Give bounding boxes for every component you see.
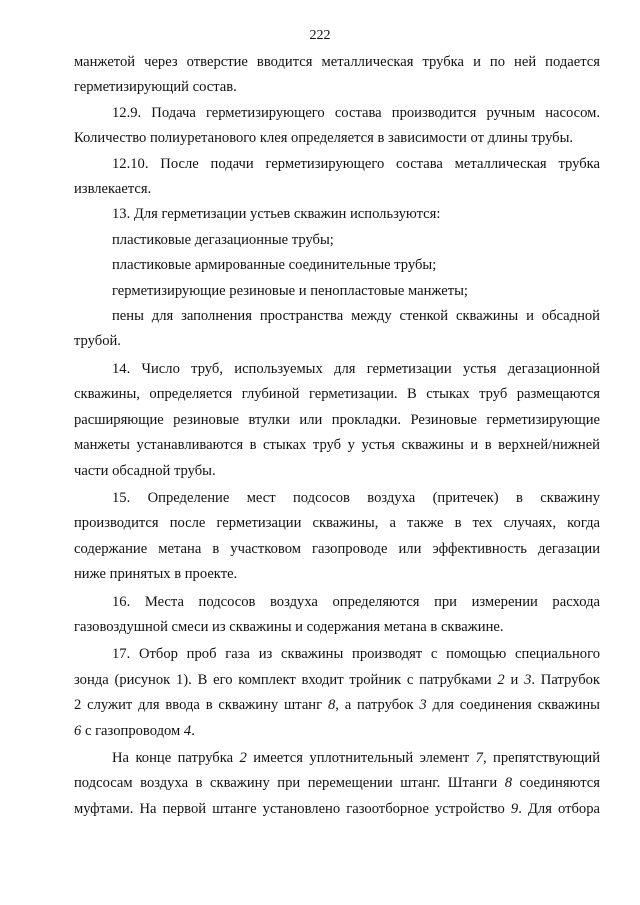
figure-ref: 8 — [327, 697, 336, 714]
text-line: ниже принятых в проекте. — [74, 566, 238, 583]
paragraph-12-9 — [74, 101, 600, 152]
figure-ref: 2 — [497, 671, 505, 688]
text-line: Количество полиуретанового клея определяется в зависимости от длины трубы. — [74, 130, 574, 147]
text-line: части обсадной трубы. — [74, 462, 216, 479]
text-line: 15. Определение мест подсосов воздуха (притечек) в скважину — [112, 489, 600, 506]
document-body — [74, 50, 600, 822]
text-fragment: На конце патрубка — [112, 749, 240, 766]
text-fragment: подсосам воздуха в скважину при перемещении штанг. Штанги — [74, 775, 505, 792]
text-line: содержание метана в участковом газопроводе или эффективность дегазации — [74, 540, 600, 557]
figure-ref: 8 — [504, 775, 512, 792]
text-line: скважины, определяется глубиной герметизации. В стыках труб размещаются — [74, 386, 600, 403]
text-fragment: . — [191, 722, 195, 739]
text-line: 17. Отбор проб газа из скважины производят с помощью специального — [112, 646, 600, 663]
text-line: трубой. — [74, 333, 121, 350]
text-line: производится после герметизации скважины, а также в тех случаях, когда — [74, 515, 600, 532]
text-line: 16. Места подсосов воздуха определяются при измерении расхода — [112, 593, 600, 610]
paragraph-15 — [74, 486, 600, 588]
list-item: пластиковые дегазационные трубы; — [112, 231, 334, 248]
text-line: герметизирующий состав. — [74, 79, 237, 96]
text-line: 14. Число труб, используемых для герметизации устья дегазационной — [112, 360, 600, 377]
figure-ref: 7 — [475, 749, 483, 766]
paragraph-17 — [74, 642, 600, 744]
text-line — [74, 746, 600, 771]
figure-ref: 4 — [183, 722, 192, 739]
text-line — [74, 668, 600, 693]
paragraph-13 — [74, 202, 600, 354]
text-line: манжеты устанавливаются в стыках труб у устья скважины и в верхней/нижней — [74, 437, 600, 454]
text-fragment: 2 служит для ввода в скважину штанг — [74, 697, 328, 714]
text-line: газовоздушной смеси из скважины и содержания метана в скважине. — [74, 618, 504, 635]
text-fragment: имеется уплотнительный элемент — [246, 749, 476, 766]
figure-ref: 6 — [74, 722, 82, 739]
text-fragment: . Патрубок — [531, 671, 601, 688]
text-line — [74, 693, 600, 718]
text-fragment: , а патрубок — [335, 697, 420, 714]
list-item: герметизирующие резиновые и пенопластовые манжеты; — [112, 282, 468, 299]
figure-ref: 3 — [524, 671, 532, 688]
paragraph-12-10 — [74, 152, 600, 203]
text-fragment: соединяются — [512, 775, 600, 792]
text-fragment: муфтами. На первой штанге установлено газоотборное устройство — [74, 800, 511, 817]
paragraph-14 — [74, 357, 600, 484]
paragraph-16 — [74, 590, 600, 641]
figure-ref: 3 — [419, 697, 427, 714]
text-line: 12.10. После подачи герметизирующего состава металлическая трубка — [112, 155, 600, 172]
figure-ref: 2 — [239, 749, 247, 766]
text-fragment: . Для отбора — [518, 800, 600, 817]
text-line — [74, 719, 600, 744]
figure-ref: 9 — [510, 800, 519, 817]
text-line — [74, 797, 600, 822]
text-fragment: для соединения скважины — [426, 697, 600, 714]
text-fragment: , препятствующий — [482, 749, 600, 766]
text-line: манжетой через отверстие вводится металлическая трубка и по ней подается — [74, 54, 600, 70]
text-fragment: с газопроводом — [81, 722, 184, 739]
list-item: пластиковые армированные соединительные трубы; — [112, 257, 437, 274]
list-item: пены для заполнения пространства между стенкой скважины и обсадной — [112, 308, 600, 325]
paragraph-continuation — [74, 50, 600, 101]
text-line: 12.9. Подача герметизирующего состава производится ручным насосом. — [112, 104, 600, 121]
paragraph-18 — [74, 746, 600, 822]
text-fragment: зонда (рисунок 1). В его комплект входит тройник с патрубками — [74, 671, 498, 688]
text-line: извлекается. — [74, 181, 152, 198]
text-fragment: и — [504, 671, 525, 688]
text-line: расширяющие резиновые втулки или прокладки. Резиновые герметизирующие — [74, 411, 600, 428]
text-line — [74, 771, 600, 796]
text-line: 13. Для герметизации устьев скважин используются: — [112, 206, 441, 223]
page-number: 222 — [309, 28, 331, 43]
